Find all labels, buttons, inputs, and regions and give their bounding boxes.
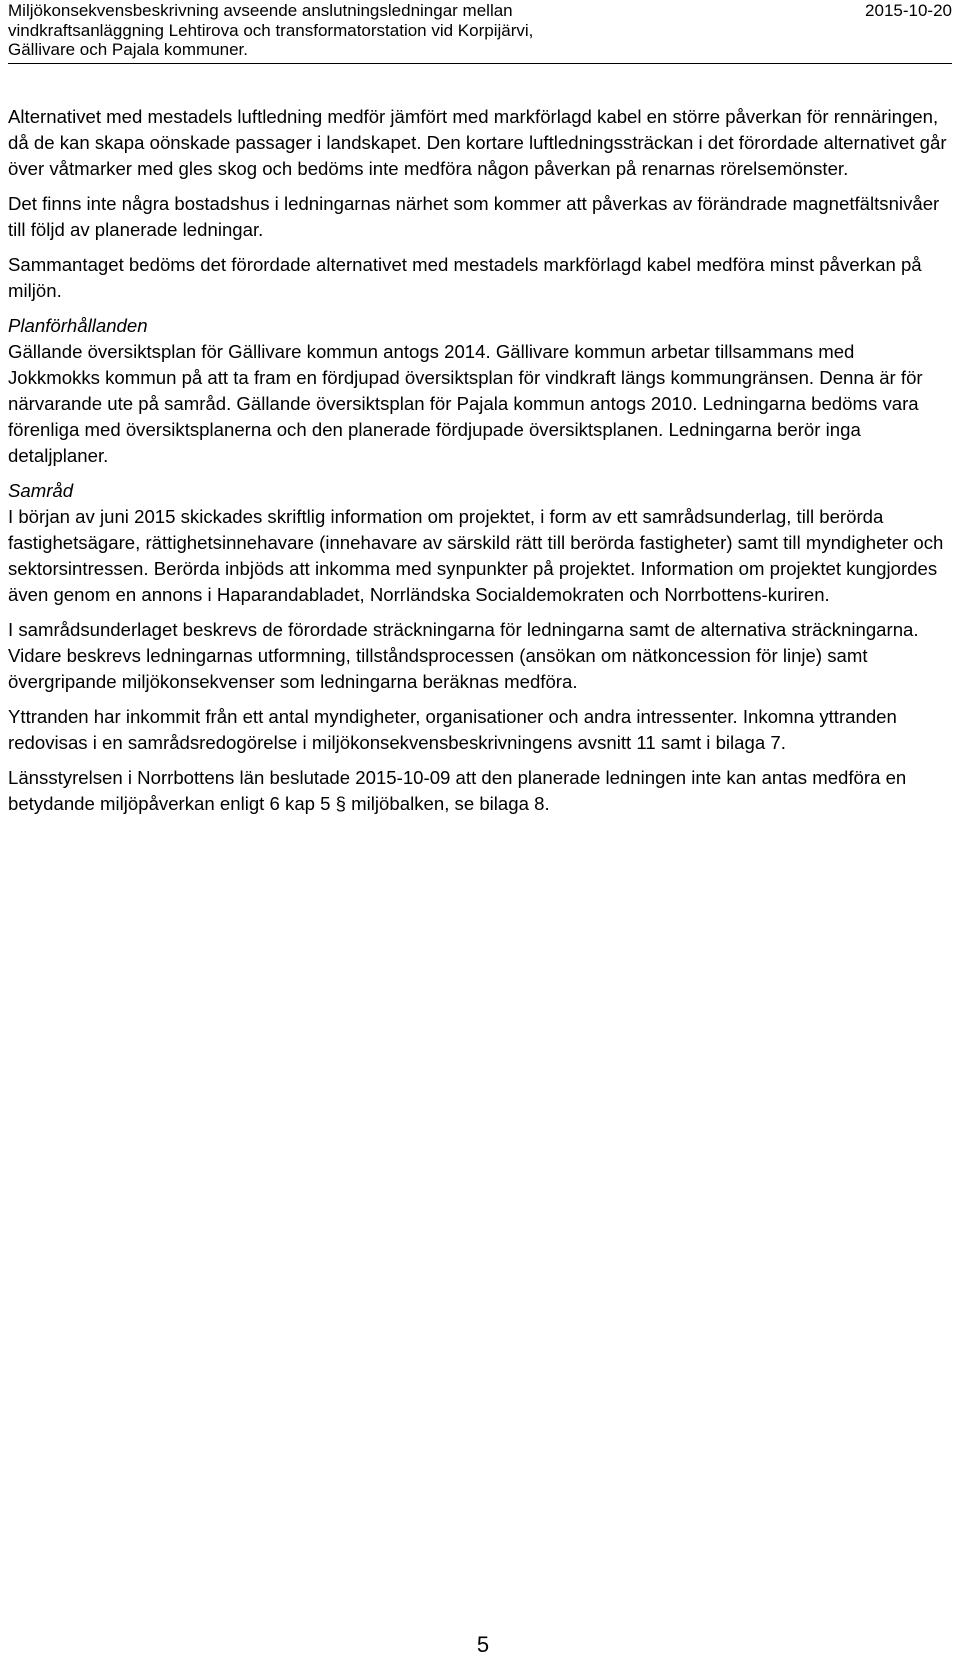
section-heading: Samråd (8, 480, 74, 501)
body-text (8, 104, 948, 826)
document-date: 2015-10-20 (865, 1, 952, 20)
paragraph: Yttranden har inkommit från ett antal myndigheter, organisationer och andra intressenter. Inkomna yttranden redovisas i en samrådsredogörelse i miljökonsekvensbeskrivningens avsnitt 11 samt i bilaga 7. (8, 706, 897, 753)
document-title (8, 1, 768, 60)
page-number (0, 1632, 960, 1658)
page-header (8, 0, 952, 64)
document-title-line: Miljökonsekvensbeskrivning avseende anslutningsledningar mellan (8, 1, 513, 20)
paragraph: Alternativet med mestadels luftledning medför jämfört med markförlagd kabel en större påverkan för rennäringen, då de kan skapa oönskade passager i landskapet. Den kortare luftledningssträckan i det förordade alternativet går över våtmarker med gles skog och bedöms inte medföra någon påverkan på renarnas rörelsemönster. (8, 106, 947, 179)
section-heading: Planförhållanden (8, 315, 148, 336)
document-title-line: Gällivare och Pajala kommuner. (8, 40, 249, 59)
paragraph: Det finns inte några bostadshus i ledningarnas närhet som kommer att påverkas av förändrade magnetfältsnivåer till följd av planerade ledningar. (8, 193, 940, 240)
paragraph: Gällande översiktsplan för Gällivare kommun antogs 2014. Gällivare kommun arbetar tillsammans med Jokkmokks kommun på att ta fram en fördjupad översiktsplan för vindkraft längs kommungränsen. Denna är för närvarande ute på samråd. Gällande översiktsplan för Pajala kommun antogs 2010. Ledningarna bedöms vara förenliga med översiktsplanerna och den planerade fördjupade översiktsplanen. Ledningarna berör inga detaljplaner. (8, 341, 923, 466)
paragraph: Sammantaget bedöms det förordade alternativet med mestadels markförlagd kabel medföra minst påverkan på miljön. (8, 254, 922, 301)
page-number-text: 5 (476, 1632, 490, 1657)
document-title-line: vindkraftsanläggning Lehtirova och transformatorstation vid Korpijärvi, (8, 20, 534, 40)
paragraph: I början av juni 2015 skickades skriftlig information om projektet, i form av ett samrådsunderlag, till berörda fastighetsägare, rättighetsinnehavare (innehavare av särskild rätt till berörda fastigheter) samt till myndigheter och sektorsintressen. Berörda inbjöds att inkomma med synpunkter på projektet. Information om projektet kungjordes även genom en annons i Haparandabladet, Norrländska Socialdemokraten och Norrbottens-kuriren. (8, 506, 944, 605)
paragraph: Länsstyrelsen i Norrbottens län beslutade 2015-10-09 att den planerade ledningen inte kan antas medföra en betydande miljöpåverkan enligt 6 kap 5 § miljöbalken, se bilaga 8. (8, 767, 907, 814)
paragraph: I samrådsunderlaget beskrevs de förordade sträckningarna för ledningarna samt de alternativa sträckningarna. Vidare beskrevs ledningarnas utformning, tillståndsprocessen (ansökan om nätkoncession för linje) samt övergripande miljökonsekvenser som ledningarna beräknas medföra. (8, 619, 919, 692)
